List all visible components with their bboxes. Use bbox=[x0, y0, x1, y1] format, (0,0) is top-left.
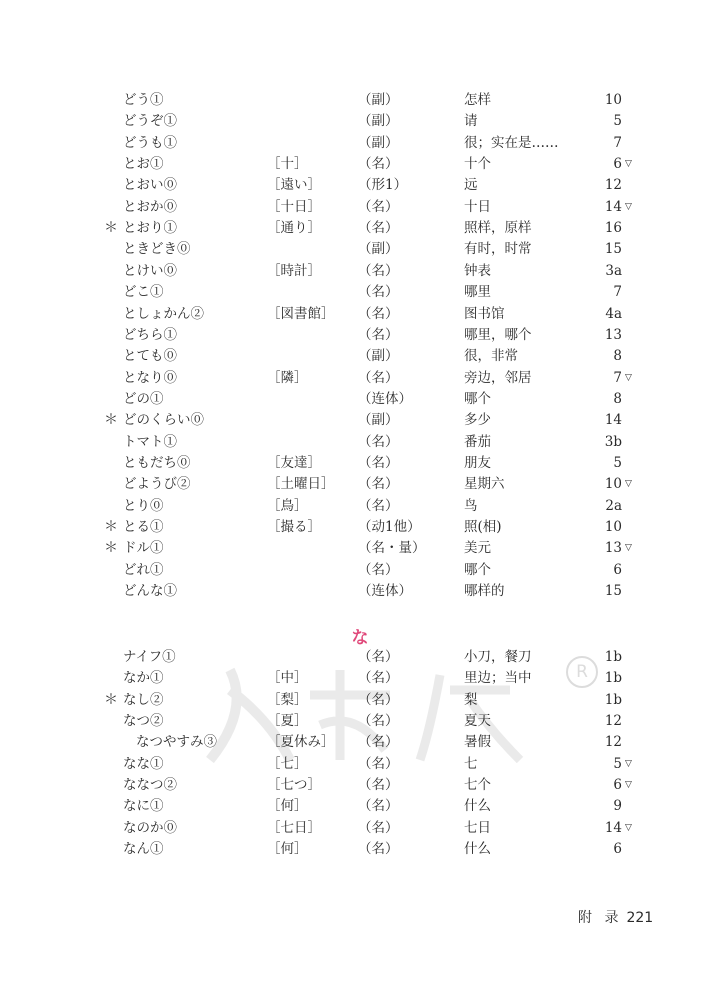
entry-lesson: 5 bbox=[613, 755, 622, 772]
entry-part-of-speech: （名） bbox=[358, 262, 399, 279]
entry-kanji: ［何］ bbox=[267, 798, 308, 815]
vocab-entry bbox=[0, 90, 720, 110]
entry-word: トマト① bbox=[123, 433, 177, 450]
entry-word: ときどき⓪ bbox=[123, 241, 191, 258]
entry-word: となり⓪ bbox=[123, 369, 177, 386]
entry-kanji: ［遠い］ bbox=[267, 177, 321, 194]
entry-mark: ▽ bbox=[625, 543, 632, 554]
entry-lesson: 13 bbox=[604, 326, 622, 343]
entry-kanji: ［鳥］ bbox=[267, 497, 308, 514]
entry-meaning: 里边；当中 bbox=[464, 670, 532, 687]
entry-word: とおい⓪ bbox=[123, 177, 177, 194]
entry-word: とお① bbox=[123, 156, 164, 173]
vocab-entry bbox=[0, 218, 720, 238]
entry-lesson: 14 bbox=[604, 819, 622, 836]
vocab-entry bbox=[0, 410, 720, 430]
vocab-entry bbox=[0, 325, 720, 345]
entry-word: どちら① bbox=[123, 326, 177, 343]
vocab-entry bbox=[0, 690, 720, 710]
entry-part-of-speech: （名） bbox=[358, 305, 399, 322]
entry-meaning: 朋友 bbox=[464, 454, 491, 471]
entry-word: とけい⓪ bbox=[123, 262, 177, 279]
entry-meaning: 十个 bbox=[464, 156, 491, 173]
entry-part-of-speech: （名） bbox=[358, 454, 399, 471]
entry-lesson: 16 bbox=[604, 220, 622, 237]
entry-part-of-speech: （副） bbox=[358, 113, 399, 130]
entry-part-of-speech: （副） bbox=[358, 134, 399, 151]
entry-kanji: ［図書館］ bbox=[267, 305, 335, 322]
entry-part-of-speech: （副） bbox=[358, 241, 399, 258]
new-word-star: ＊ bbox=[104, 519, 118, 535]
entry-word: ともだち⓪ bbox=[123, 454, 191, 471]
entry-word: としょかん② bbox=[123, 305, 204, 322]
new-word-star: ＊ bbox=[104, 412, 118, 429]
entry-lesson: 8 bbox=[613, 390, 622, 407]
vocab-entry bbox=[0, 711, 720, 731]
entry-lesson: 10 bbox=[604, 476, 622, 493]
entry-meaning: 远 bbox=[464, 177, 478, 194]
vocab-entry bbox=[0, 647, 720, 667]
entry-mark: ▽ bbox=[625, 201, 632, 212]
entry-word: どんな① bbox=[123, 583, 177, 600]
entry-kanji: ［夏休み］ bbox=[267, 734, 335, 751]
entry-mark: ▽ bbox=[625, 758, 632, 769]
entry-kanji: ［友達］ bbox=[267, 454, 321, 471]
entry-lesson: 3b bbox=[604, 433, 622, 450]
entry-meaning: 哪里 bbox=[464, 284, 491, 301]
entry-part-of-speech: （名） bbox=[358, 497, 399, 514]
entry-word: なん① bbox=[123, 841, 164, 858]
vocab-entry bbox=[0, 775, 720, 795]
entry-kanji: ［通り］ bbox=[267, 220, 321, 237]
entry-mark: ▽ bbox=[625, 372, 632, 383]
entry-kanji: ［時計］ bbox=[267, 262, 321, 279]
entry-part-of-speech: （名） bbox=[358, 369, 399, 386]
vocab-entry bbox=[0, 304, 720, 324]
entry-word: どようび② bbox=[123, 476, 191, 493]
entry-part-of-speech: （名・量） bbox=[358, 540, 426, 557]
entry-part-of-speech: （名） bbox=[358, 691, 399, 708]
entry-mark: ▽ bbox=[625, 159, 632, 170]
entry-part-of-speech: （副） bbox=[358, 348, 399, 365]
entry-lesson: 12 bbox=[604, 713, 622, 730]
entry-mark: ▽ bbox=[625, 479, 632, 490]
entry-word: どのくらい⓪ bbox=[123, 412, 204, 429]
entry-lesson: 6 bbox=[613, 841, 622, 858]
entry-meaning: 鸟 bbox=[464, 497, 478, 514]
entry-word: ななつ② bbox=[123, 777, 177, 794]
entry-part-of-speech: （副） bbox=[358, 412, 399, 429]
vocab-entry bbox=[0, 175, 720, 195]
section-heading-na: な bbox=[351, 628, 369, 648]
entry-kanji: ［七］ bbox=[267, 755, 308, 772]
entry-part-of-speech: （名） bbox=[358, 156, 399, 173]
entry-part-of-speech: （名） bbox=[358, 326, 399, 343]
entry-meaning: 照(相) bbox=[464, 519, 502, 535]
entry-word: とり⓪ bbox=[123, 497, 164, 514]
entry-part-of-speech: （名） bbox=[358, 819, 399, 836]
entry-lesson: 7 bbox=[613, 369, 622, 386]
entry-word: なか① bbox=[123, 670, 164, 687]
entry-lesson: 6 bbox=[613, 561, 622, 578]
vocab-entry bbox=[0, 732, 720, 752]
entry-word: とおり① bbox=[123, 220, 177, 237]
vocab-entry bbox=[0, 346, 720, 366]
entry-part-of-speech: （名） bbox=[358, 433, 399, 450]
entry-meaning: 多少 bbox=[464, 412, 491, 429]
entry-meaning: 旁边，邻居 bbox=[464, 369, 532, 386]
entry-part-of-speech: （副） bbox=[358, 92, 399, 108]
new-word-star: ＊ bbox=[104, 220, 118, 237]
entry-meaning: 什么 bbox=[464, 841, 491, 858]
vocab-entry bbox=[0, 453, 720, 473]
entry-meaning: 有时，时常 bbox=[464, 241, 532, 258]
entry-lesson: 1b bbox=[604, 670, 622, 687]
entry-lesson: 12 bbox=[604, 734, 622, 751]
entry-kanji: ［十］ bbox=[267, 156, 308, 173]
entry-meaning: 夏天 bbox=[464, 713, 491, 730]
entry-meaning: 番茄 bbox=[464, 433, 491, 450]
vocab-entry bbox=[0, 239, 720, 259]
vocab-entry bbox=[0, 538, 720, 558]
vocab-entry bbox=[0, 496, 720, 516]
entry-part-of-speech: （名） bbox=[358, 198, 399, 215]
entry-meaning: 七 bbox=[464, 755, 478, 772]
entry-meaning: 怎样 bbox=[464, 92, 491, 108]
vocab-entry bbox=[0, 754, 720, 774]
entry-lesson: 15 bbox=[604, 241, 622, 258]
entry-lesson: 14 bbox=[604, 198, 622, 215]
entry-part-of-speech: （名） bbox=[358, 670, 399, 687]
entry-meaning: 七日 bbox=[464, 819, 491, 836]
entry-lesson: 12 bbox=[604, 177, 622, 194]
vocab-entry bbox=[0, 474, 720, 494]
entry-word: ドル① bbox=[123, 540, 164, 557]
entry-word: どう① bbox=[123, 92, 164, 108]
entry-meaning: 星期六 bbox=[464, 476, 505, 493]
new-word-star: ＊ bbox=[104, 691, 118, 708]
entry-lesson: 14 bbox=[604, 412, 622, 429]
entry-meaning: 美元 bbox=[464, 540, 491, 557]
entry-part-of-speech: （连体） bbox=[358, 390, 412, 407]
entry-lesson: 8 bbox=[613, 348, 622, 365]
entry-part-of-speech: （动1他） bbox=[358, 519, 421, 535]
entry-lesson: 3a bbox=[605, 262, 622, 279]
entry-lesson: 7 bbox=[613, 134, 622, 151]
entry-part-of-speech: （名） bbox=[358, 649, 399, 665]
entry-lesson: 1b bbox=[604, 691, 622, 708]
entry-lesson: 7 bbox=[613, 284, 622, 301]
entry-kanji: ［撮る］ bbox=[267, 519, 321, 535]
entry-mark: ▽ bbox=[625, 780, 632, 791]
entry-kanji: ［土曜日］ bbox=[267, 476, 335, 493]
entry-lesson: 2a bbox=[605, 497, 622, 514]
entry-meaning: 梨 bbox=[464, 691, 478, 708]
vocab-entry bbox=[0, 261, 720, 281]
entry-word: なし② bbox=[123, 691, 164, 708]
entry-kanji: ［中］ bbox=[267, 670, 308, 687]
entry-meaning: 小刀，餐刀 bbox=[464, 649, 532, 665]
entry-word: とる① bbox=[123, 519, 164, 535]
vocab-entry bbox=[0, 111, 720, 131]
vocab-entry bbox=[0, 818, 720, 838]
entry-part-of-speech: （名） bbox=[358, 476, 399, 493]
entry-lesson: 15 bbox=[604, 583, 622, 600]
entry-meaning: 哪个 bbox=[464, 390, 491, 407]
entry-word: なつやすみ③ bbox=[136, 734, 217, 751]
entry-word: とおか⓪ bbox=[123, 198, 177, 215]
entry-word: とても⓪ bbox=[123, 348, 177, 365]
vocab-entry bbox=[0, 796, 720, 816]
entry-part-of-speech: （名） bbox=[358, 734, 399, 751]
entry-part-of-speech: （名） bbox=[358, 755, 399, 772]
page-number: 221 bbox=[626, 910, 654, 926]
entry-lesson: 10 bbox=[604, 92, 622, 108]
entry-meaning: 十日 bbox=[464, 198, 491, 215]
entry-word: どれ① bbox=[123, 561, 164, 578]
entry-lesson: 9 bbox=[613, 798, 622, 815]
vocab-entry bbox=[0, 560, 720, 580]
vocab-entry bbox=[0, 154, 720, 174]
vocab-entry bbox=[0, 432, 720, 452]
entry-word: なつ② bbox=[123, 713, 164, 730]
entry-meaning: 很；实在是…… bbox=[464, 134, 559, 151]
entry-lesson: 1b bbox=[604, 649, 622, 665]
entry-meaning: 哪样的 bbox=[464, 583, 505, 600]
new-word-star: ＊ bbox=[104, 540, 118, 557]
entry-part-of-speech: （名） bbox=[358, 284, 399, 301]
entry-lesson: 5 bbox=[613, 454, 622, 471]
vocab-entry bbox=[0, 197, 720, 217]
entry-lesson: 6 bbox=[613, 777, 622, 794]
entry-word: なな① bbox=[123, 755, 164, 772]
entry-meaning: 钟表 bbox=[464, 262, 491, 279]
entry-kanji: ［梨］ bbox=[267, 691, 308, 708]
entry-word: ナイフ① bbox=[123, 649, 176, 665]
entry-lesson: 5 bbox=[613, 113, 622, 130]
entry-meaning: 哪里，哪个 bbox=[464, 326, 532, 343]
entry-meaning: 图书馆 bbox=[464, 305, 505, 322]
entry-word: なに① bbox=[123, 798, 164, 815]
vocab-entry bbox=[0, 668, 720, 688]
entry-kanji: ［何］ bbox=[267, 841, 308, 858]
entry-part-of-speech: （名） bbox=[358, 561, 399, 578]
entry-kanji: ［隣］ bbox=[267, 369, 308, 386]
entry-part-of-speech: （名） bbox=[358, 777, 399, 794]
entry-lesson: 6 bbox=[613, 156, 622, 173]
entry-word: どうも① bbox=[123, 134, 177, 151]
vocab-entry bbox=[0, 517, 720, 537]
entry-lesson: 10 bbox=[604, 519, 622, 535]
vocab-entry bbox=[0, 581, 720, 601]
page-footer bbox=[578, 907, 653, 927]
vocab-entry bbox=[0, 368, 720, 388]
entry-part-of-speech: （名） bbox=[358, 220, 399, 237]
vocab-entry bbox=[0, 839, 720, 859]
entry-part-of-speech: （连体） bbox=[358, 583, 412, 600]
entry-meaning: 照样，原样 bbox=[464, 220, 532, 237]
entry-meaning: 七个 bbox=[464, 777, 491, 794]
registered-mark-icon: R bbox=[566, 656, 598, 688]
vocab-entry bbox=[0, 389, 720, 409]
entry-word: なのか⓪ bbox=[123, 819, 177, 836]
entry-lesson: 4a bbox=[605, 305, 622, 322]
entry-kanji: ［七つ］ bbox=[267, 777, 321, 794]
entry-meaning: 什么 bbox=[464, 798, 491, 815]
vocab-entry bbox=[0, 133, 720, 153]
entry-meaning: 请 bbox=[464, 113, 478, 130]
entry-lesson: 13 bbox=[604, 540, 622, 557]
entry-kanji: ［夏］ bbox=[267, 713, 308, 730]
entry-meaning: 暑假 bbox=[464, 734, 491, 751]
entry-part-of-speech: （名） bbox=[358, 713, 399, 730]
entry-mark: ▽ bbox=[625, 822, 632, 833]
footer-label: 附 录 bbox=[578, 910, 623, 926]
entry-word: どうぞ① bbox=[123, 113, 177, 130]
entry-part-of-speech: （名） bbox=[358, 798, 399, 815]
entry-part-of-speech: （名） bbox=[358, 841, 399, 858]
entry-word: どこ① bbox=[123, 284, 164, 301]
entry-part-of-speech: （形1） bbox=[358, 177, 408, 194]
entry-meaning: 哪个 bbox=[464, 561, 491, 578]
vocab-entry bbox=[0, 282, 720, 302]
entry-kanji: ［十日］ bbox=[267, 198, 321, 215]
entry-meaning: 很，非常 bbox=[464, 348, 518, 365]
entry-kanji: ［七日］ bbox=[267, 819, 321, 836]
entry-word: どの① bbox=[123, 390, 164, 407]
